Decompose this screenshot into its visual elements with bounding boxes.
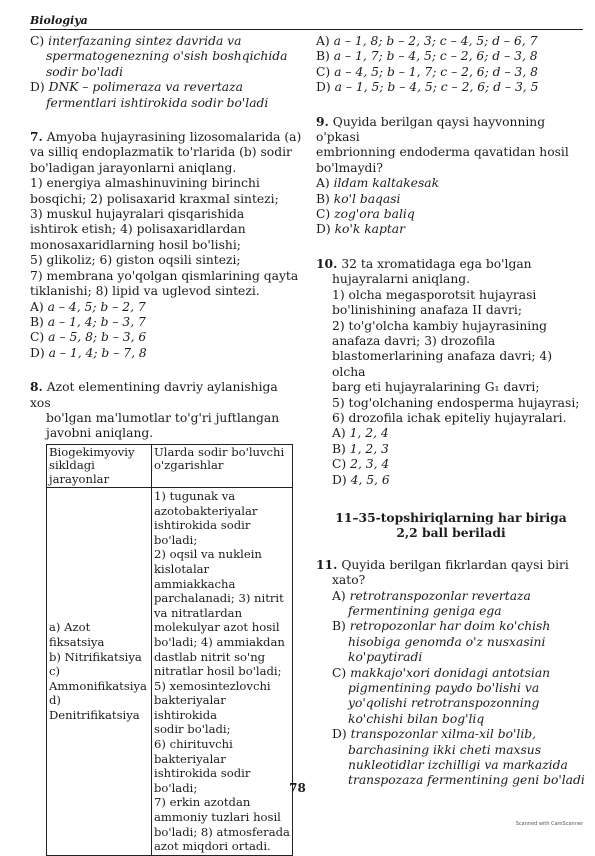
option-letter: D) <box>30 345 45 360</box>
question-text: blastomerlarining anafaza davri; 4) olcha <box>332 349 553 379</box>
question-text: 5) glikoliz; 6) giston oqsili sintezi; <box>30 253 241 268</box>
change-line: sodir bo'ladi; <box>154 722 231 737</box>
answer-option-c <box>30 330 302 345</box>
option-letter: B) <box>316 49 330 64</box>
question-number: 9. <box>316 113 329 129</box>
answer-option-d <box>30 346 302 361</box>
change-list <box>152 487 293 855</box>
option-text: ko'l baqasi <box>333 191 401 206</box>
option-text: pigmentining paydo bo'lishi va <box>348 681 540 696</box>
header-rule <box>30 29 583 30</box>
option-text: interfazaning sintez davrida va <box>48 34 242 48</box>
change-line: bakteriyalar ishtirokida <box>154 693 226 722</box>
option-letter: C) <box>30 34 45 48</box>
page-number: 78 <box>289 781 306 795</box>
option-letter: D) <box>316 222 331 237</box>
question-text: bo'lgan ma'lumotlar to'g'ri juftlangan <box>46 410 280 425</box>
option-text: spermatogenezning o'sish boshqichida <box>46 49 288 64</box>
answer-option-a <box>316 34 586 49</box>
option-text: a – 4, 5; b – 2, 7 <box>47 299 146 314</box>
right-column <box>316 34 586 789</box>
answer-option-b <box>316 442 586 457</box>
table-header-processes <box>47 444 152 487</box>
change-line: molekulyar azot hosil <box>154 620 280 635</box>
option-letter: B) <box>332 441 346 456</box>
change-line: ishtirokida sodir bo'ladi; <box>154 518 251 547</box>
option-letter: D) <box>332 472 347 487</box>
change-line: ammoniy tuzlari hosil <box>154 810 281 825</box>
question-text: bo'ladigan jarayonlarni aniqlang. <box>30 160 237 175</box>
option-text: 4, 5, 6 <box>350 472 390 487</box>
option-letter: A) <box>332 588 346 603</box>
question-text: 7) membrana yo'qolgan qismlarining qayta <box>30 268 299 283</box>
option-letter: B) <box>30 314 44 329</box>
option-letter: D) <box>332 727 347 742</box>
process-item: d) Denitrifikatsiya <box>49 693 140 722</box>
change-line: 2) oqsil va nuklein <box>154 547 262 562</box>
question-number: 7. <box>30 129 43 145</box>
answer-option-d <box>316 473 586 488</box>
question-text: 3) muskul hujayralari qisqarishida <box>30 207 245 222</box>
question-text: va silliq endoplazmatik to'rlarida (b) sodir <box>30 145 292 160</box>
header-text: Ularda sodir bo'luvchi <box>154 444 285 459</box>
change-line: azot miqdori ortadi. <box>154 839 271 854</box>
running-header: Biologiya <box>30 14 88 27</box>
question-text: 5) tog'olchaning endosperma hujayrasi; <box>332 395 580 410</box>
option-text: transpozonlar xilma-xil bo'lib, <box>350 727 537 742</box>
question-number: 10. <box>316 255 338 271</box>
answer-option-d <box>316 222 586 237</box>
option-letter: B) <box>332 619 346 634</box>
option-text: DNK – polimeraza va revertaza <box>48 80 243 95</box>
question-10 <box>316 256 586 488</box>
answer-option-d <box>316 80 586 95</box>
option-text: a – 1, 4; b – 3, 7 <box>47 314 146 329</box>
answer-option-a <box>30 300 302 315</box>
change-line: bo'ladi; 4) ammiakdan <box>154 634 285 649</box>
change-line: ishtirokida sodir bo'ladi; <box>154 766 251 795</box>
question-text: Quyida berilgan fikrlardan qaysi biri <box>341 557 569 572</box>
process-item: a) Azot fiksatsiya <box>49 620 105 649</box>
question-text: Amyoba hujayrasining lizosomalarida (a) <box>46 130 302 145</box>
option-text: a – 1, 8; b – 2, 3; c – 4, 5; d – 6, 7 <box>333 34 538 48</box>
answer-option-b <box>316 619 586 634</box>
option-text: yo'qolishi retrotranspozonning <box>348 696 540 711</box>
question-text: hujayralarni aniqlang. <box>332 272 471 287</box>
question-text: anafaza davri; 3) drozofila <box>332 333 496 348</box>
process-item: b) Nitrifikatsiya <box>49 649 142 664</box>
answer-option-d <box>316 727 586 742</box>
question-7 <box>30 129 302 361</box>
option-text: sodir bo'ladi <box>46 64 124 79</box>
option-text: fermentining geniga ega <box>348 604 502 618</box>
answer-option-b <box>30 315 302 330</box>
question-text: 1) olcha megasporotsit hujayrasi <box>332 287 537 302</box>
option-text: transpozaza fermentining geni bo'ladi <box>348 773 585 788</box>
answer-option-c <box>316 207 586 222</box>
answer-option-c <box>316 65 586 80</box>
scanner-watermark: Scanned with CamScanner <box>515 821 583 827</box>
question-text: xato? <box>332 573 366 588</box>
answer-option-b <box>316 192 586 207</box>
option-letter: C) <box>316 207 331 222</box>
option-text: a – 5, 8; b – 3, 6 <box>48 330 147 345</box>
option-letter: A) <box>332 426 346 441</box>
option-letter: D) <box>316 80 331 95</box>
question-text: 2) to'g'olcha kambiy hujayrasining <box>332 318 548 333</box>
question-text: embrionning endoderma qavatidan hosil <box>316 145 569 160</box>
change-line: nitratlar hosil bo'ladi; <box>154 664 282 679</box>
option-text: 1, 2, 4 <box>349 426 389 441</box>
section-heading-line: 2,2 ball beriladi <box>396 525 506 541</box>
question-text: 6) drozofila ichak epiteliy hujayralari. <box>332 410 567 425</box>
option-text: makkajo'xori donidagi antotsian <box>350 665 551 680</box>
option-text: zog'ora baliq <box>334 207 415 222</box>
answer-option-c <box>316 666 586 681</box>
option-letter: A) <box>316 34 330 48</box>
section-heading-line: 11–35-topshiriqlarning har biriga <box>335 509 567 525</box>
question-text: 1) energiya almashinuvining birinchi <box>30 176 260 191</box>
process-list <box>47 487 152 855</box>
option-text: ko'k kaptar <box>334 222 405 237</box>
question-text: bo'linishining anafaza II davri; <box>332 303 523 318</box>
carry-option-c <box>30 34 302 80</box>
answer-option-b <box>316 49 586 64</box>
question-text: tiklanishi; 8) lipid va uglevod sintezi. <box>30 284 260 299</box>
question-number: 8. <box>30 379 43 395</box>
question-text: monosaxaridlarning hosil bo'lishi; <box>30 237 241 252</box>
question-text: Quyida berilgan qaysi hayvonning o'pkasi <box>316 114 546 145</box>
change-line: kislotalar ammiakkacha <box>154 561 236 591</box>
table-header-changes <box>152 444 293 487</box>
question-text: ishtirok etish; 4) polisaxaridlardan <box>30 222 246 237</box>
option-letter: C) <box>316 64 331 79</box>
carry-option-d <box>30 80 302 111</box>
change-line: 1) tugunak va <box>154 488 236 503</box>
q8-answer-options <box>316 34 586 96</box>
option-text: a – 1, 7; b – 4, 5; c – 2, 6; d – 3, 8 <box>333 49 538 64</box>
change-line: 7) erkin azotdan <box>154 795 251 810</box>
option-text: a – 1, 4; b – 7, 8 <box>48 345 147 360</box>
change-line: 5) xemosintezlovchi <box>154 678 271 693</box>
change-line: 6) chirituvchi bakteriyalar <box>154 737 233 766</box>
question-text: bosqichi; 2) polisaxarid kraxmal sintezi; <box>30 191 279 206</box>
question-text: 32 ta xromatidaga ega bo'lgan <box>341 256 532 271</box>
option-text: 1, 2, 3 <box>349 441 389 456</box>
option-text: a – 4, 5; b – 1, 7; c – 2, 6; d – 3, 8 <box>334 64 538 79</box>
header-text: sikldagi jarayonlar <box>49 458 110 486</box>
option-text: retrotranspozonlar revertaza <box>349 588 531 603</box>
option-text: nukleotidlar izchilligi va markazida <box>348 758 568 773</box>
header-text: Biogekimyoviy <box>49 444 135 459</box>
option-letter: A) <box>316 176 330 191</box>
answer-option-a <box>316 176 586 191</box>
section-heading <box>316 510 586 541</box>
option-text: 2, 3, 4 <box>350 457 390 472</box>
option-text: barchasining ikki cheti maxsus <box>348 742 542 757</box>
option-letter: C) <box>30 330 45 345</box>
question-number: 11. <box>316 556 338 572</box>
option-text: fermentlari ishtirokida sodir bo'ladi <box>46 95 269 110</box>
left-column <box>30 34 302 856</box>
answer-option-c <box>316 457 586 472</box>
option-letter: C) <box>332 665 347 680</box>
option-text: ildam kaltakesak <box>333 176 440 191</box>
option-text: ko'paytiradi <box>348 650 423 665</box>
option-letter: B) <box>316 191 330 206</box>
change-line: azotobakteriyalar <box>154 503 258 518</box>
answer-option-a <box>316 589 586 604</box>
option-text: ko'chishi bilan bog'liq <box>348 711 485 726</box>
question-text: bo'lmaydi? <box>316 160 383 175</box>
option-text: retropozonlar har doim ko'chish <box>349 619 551 634</box>
question-text: Azot elementining davriy aylanishiga xos <box>30 380 278 410</box>
option-text: a – 1, 5; b – 4, 5; c – 2, 6; d – 3, 5 <box>334 80 539 95</box>
change-line: va nitratlardan <box>154 605 243 620</box>
option-letter: A) <box>30 299 44 314</box>
question-text: javobni aniqlang. <box>46 426 154 441</box>
question-9 <box>316 114 586 238</box>
option-text: hisobiga genomda o'z nusxasini <box>348 634 546 649</box>
question-11 <box>316 557 586 789</box>
question-text: barg eti hujayralarining G₁ davri; <box>332 380 540 395</box>
change-line: bo'ladi; 8) atmosferada <box>154 824 290 839</box>
change-line: parchalanadi; 3) nitrit <box>154 591 284 606</box>
answer-option-a <box>316 426 586 441</box>
header-text: o'zgarishlar <box>154 458 224 473</box>
change-line: dastlab nitrit so'ng <box>154 649 266 664</box>
option-letter: D) <box>30 80 45 95</box>
process-item: c) Ammonifikatsiya <box>49 664 147 693</box>
option-letter: C) <box>332 457 347 472</box>
